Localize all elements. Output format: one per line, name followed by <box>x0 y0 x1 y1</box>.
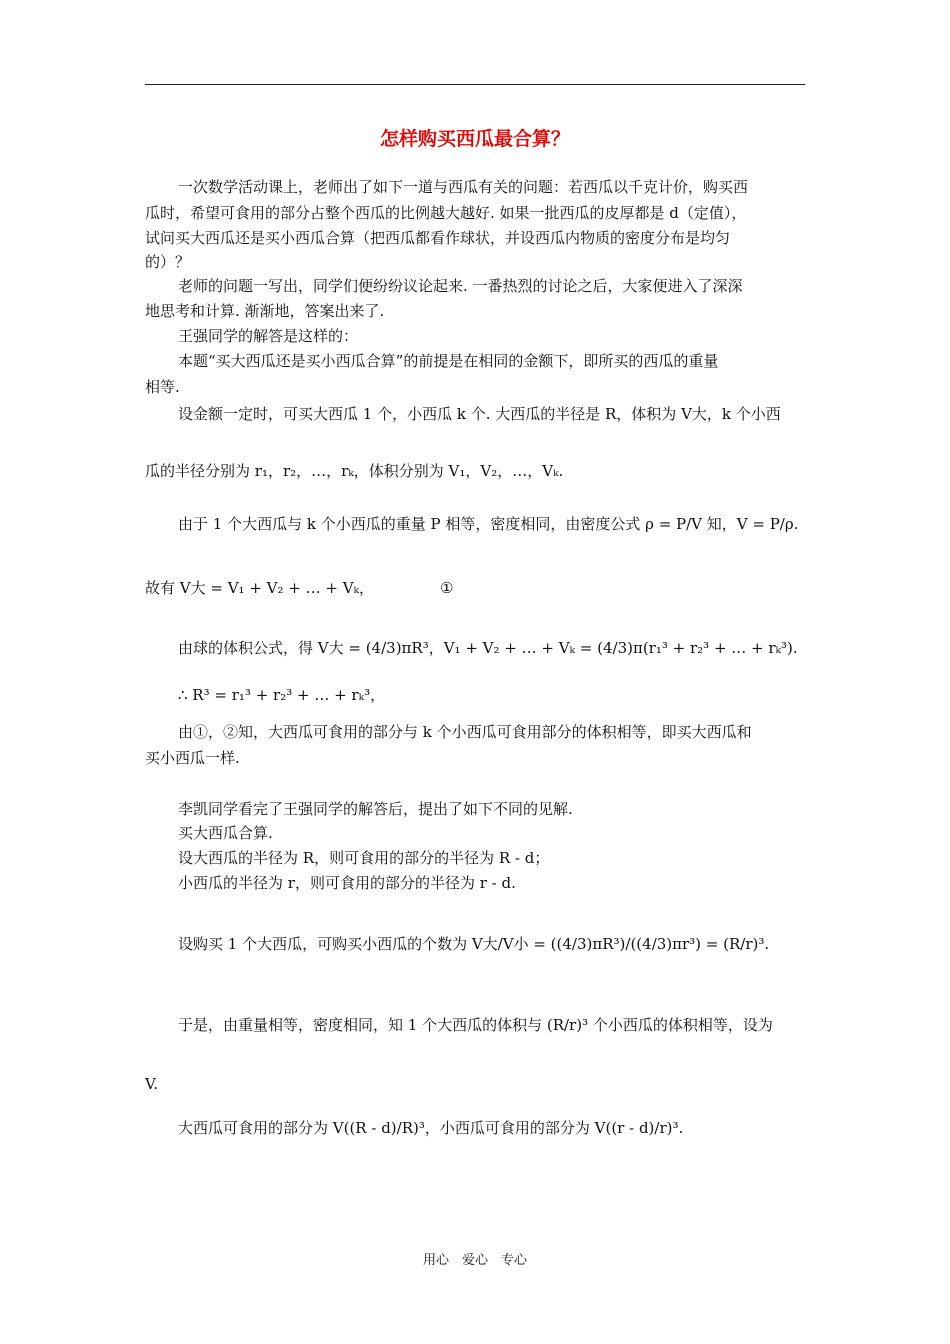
density-formula-line: 由于 1 个大西瓜与 k 个小西瓜的重量 P 相等，密度相同，由密度公式 ρ = P/V 知，V = P/ρ. <box>178 515 799 533</box>
para-1-line-4: 的）？ <box>145 253 191 271</box>
para-4-line-2: 相等. <box>145 378 180 396</box>
equation-1-line: 故有 V大 = V₁ + V₂ + … + Vₖ， <box>145 579 375 597</box>
equation-1-marker: ① <box>440 579 454 597</box>
para-11: 李凯同学看完了王强同学的解答后，提出了如下不同的见解. <box>178 800 573 818</box>
para-1-line-3: 试问买大西瓜还是买小西瓜合算（把西瓜都看作球状，并设西瓜内物质的密度分布是均匀 <box>145 229 731 247</box>
para-5-line-1: 设金额一定时，可买大西瓜 1 个，小西瓜 k 个. 大西瓜的半径是 R，体积为 V大，k 个小西 <box>178 405 781 423</box>
edible-part-line: 大西瓜可食用的部分为 V((R - d)/R)³，小西瓜可食用的部分为 V((r - d)/r)³. <box>178 1119 684 1137</box>
para-2-line-2: 地思考和计算. 渐渐地，答案出来了. <box>145 302 385 320</box>
para-4-line-1: 本题“买大西瓜还是买小西瓜合算”的前提是在相同的金额下，即所买的西瓜的重量 <box>178 352 719 370</box>
para-1-line-2: 瓜时，希望可食用的部分占整个西瓜的比例越大越好. 如果一批西瓜的皮厚都是 d（定值）， <box>145 204 747 222</box>
para-13: 设大西瓜的半径为 R，则可食用的部分的半径为 R - d； <box>178 849 550 867</box>
para-14: 小西瓜的半径为 r，则可食用的部分的半径为 r - d. <box>178 874 516 892</box>
page-footer: 用心 爱心 专心 <box>422 1253 527 1268</box>
para-10-line-1: 由①，②知，大西瓜可食用的部分与 k 个小西瓜可食用部分的体积相等，即买大西瓜和 <box>178 723 752 741</box>
sphere-volume-line: 由球的体积公式，得 V大 = (4/3)πR³，V₁ + V₂ + … + Vₖ = (4/3)π(r₁³ + r₂³ + … + rₖ³). <box>178 639 798 657</box>
para-3: 王强同学的解答是这样的： <box>178 327 359 345</box>
header-rule <box>145 84 805 85</box>
para-16-line-1: 于是，由重量相等，密度相同，知 1 个大西瓜的体积与 (R/r)³ 个小西瓜的体积相等，设为 <box>178 1016 773 1034</box>
para-5-line-2: 瓜的半径分别为 r₁，r₂，…，rₖ，体积分别为 V₁，V₂，…，Vₖ. <box>145 462 564 480</box>
para-2-line-1: 老师的问题一写出，同学们便纷纷议论起来. 一番热烈的讨论之后，大家便进入了深深 <box>178 277 743 295</box>
para-12: 买大西瓜合算. <box>178 824 273 842</box>
count-ratio-line: 设购买 1 个大西瓜，可购买小西瓜的个数为 V大/V小 = ((4/3)πR³)/((4/3)πr³) = (R/r)³. <box>178 935 770 953</box>
para-1-line-1: 一次数学活动课上，老师出了如下一道与西瓜有关的问题：若西瓜以千克计价，购买西 <box>178 178 749 196</box>
para-10-line-2: 买小西瓜一样. <box>145 749 240 767</box>
para-16-line-2: V. <box>145 1075 158 1093</box>
page-title: 怎样购买西瓜最合算？ <box>379 128 570 150</box>
equation-2-line: ∴ R³ = r₁³ + r₂³ + … + rₖ³， <box>178 686 386 704</box>
